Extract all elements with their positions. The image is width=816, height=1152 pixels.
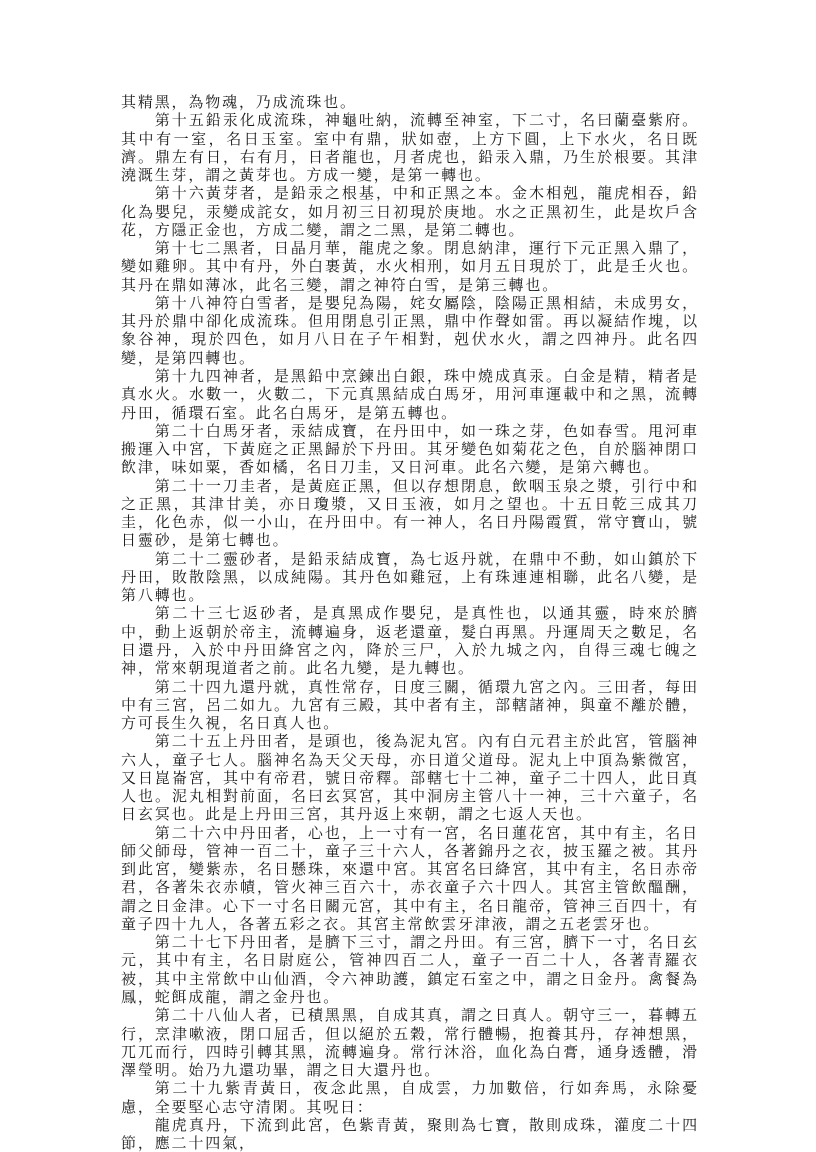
paragraph-24: 第二十四九還丹就，真性常存，日度三關，循環九宮之內。三田者，每田中有三宮，呂二如九。九宮有三殿，其中者有主，部轄諸神，與童不離於體，方可長生久視，名日真人也。 xyxy=(121,677,699,733)
paragraph-25: 第二十五上丹田者，是頭也，後為泥丸宮。內有白元君主於此宮，管腦神六人，童子七人。腦神名為天父天母，亦日道父道母。泥丸上中頂為紫微宮，又日崑崙宮，其中有帝君，號日帝釋。部轄七十二神，童子二十四人，此日真人也。泥丸相對前面，名曰玄冥宮，其中洞房主管八十一神，三十六童子，名日玄冥也。此是上丹田三宮，其丹返上來朝，謂之七返人天也。 xyxy=(121,732,699,824)
paragraph-20: 第二十白馬牙者，汞結成寶，在丹田中，如一珠之芽，色如春雪。甩河車搬運入中宮，下黃庭之正黑歸於下丹田。其牙變色如菊花之色，自於腦神閉口飲津，味如粟，香如橘，名日刀圭，又日河車。此名六變，是第六轉也。 xyxy=(121,421,699,477)
paragraph-15: 第十五鉛汞化成流珠，神龜吐納，流轉至神室，下二寸，名曰蘭臺紫府。其中有一室，名日玉室。室中有鼎，狀如壺，上方下圓，上下水火，名日既濟。鼎左有日，右有月，日者龍也，月者虎也，鉛汞入鼎，乃生於根要。其津澆溉生芽，謂之黃芽也。方成一變，是第一轉也。 xyxy=(121,111,699,185)
paragraph-continuation: 其精黑，為物魂，乃成流珠也。 xyxy=(121,93,357,111)
paragraph-26: 第二十六中丹田者，心也，上一寸有一宮，名日蓮花宮，其中有主，名日師父師母，管神一百二十，童子三十六人，各著錦丹之衣，披玉羅之被。其丹到此宮，變紫赤，名日懸珠，來還中宮。其宮名曰絳宮，其中有主，名日赤帝君，各著朱衣赤幘，管火神三百六十，赤衣童子六十四人。其宮主管飲醞酬，謂之日金津。心下一寸名日關元宮，其中有主，名日龍帝，管神三百四十，有童子四十九人，各著五彩之衣。其宮主常飲雲牙津液，謂之五老雲牙也。 xyxy=(121,823,699,933)
paragraph-27: 第二十七下丹田者，是臍下三寸，謂之丹田。有三宮，臍下一寸，名日玄元，其中有主，名日尉庭公，管神四百二人，童子一百二十人，各著青羅衣被，其中主常飲中山仙酒，令六神助護，鎮定石室之中，謂之日金丹。禽餐為鳳，蛇餌成龍，謂之金丹也。 xyxy=(121,933,699,1007)
paragraph-22: 第二十二靈砂者，是鉛汞結成寶，為七返丹就，在鼎中不動，如山鎮於下丹田，敗散陰黑，以成純陽。其丹色如雞冠，上有珠連連相聯，此名八變，是第八轉也。 xyxy=(121,549,699,605)
paragraph-16: 第十六黃芽者，是鉛汞之根基，中和正黑之本。金木相剋，龍虎相吞，鉛化為嬰兒，汞變成詫女，如月初三日初現於庚地。水之正黑初生，此是坎戶含花，方隱正金也，方成二變，謂之二黑，是第二轉也。 xyxy=(121,184,699,239)
paragraph-29: 第二十九紫青黃日，夜念此黑，自成雲，力加數倍，行如奔馬，永除憂慮，全要堅心志守清閑。其呪日： xyxy=(121,1079,699,1116)
paragraph-21: 第二十一刀圭者，是黃庭正黑，但以存想閉息，飲咽玉泉之漿，引行中和之正黑，其津甘美，亦日瓊漿，又日玉液，如月之望也。十五日乾三成其刀圭，化色赤，似一小山，在丹田中。有一神人，名日丹陽霞質，常守寶山，號日靈砂，是第七轉也。 xyxy=(121,476,699,550)
paragraph-23: 第二十三七返砂者，是真黑成作嬰兒，是真性也，以通其靈，時來於臍中，動上返朝於帝主，流轉遍身，返老還童，髮白再黑。丹運周天之數足，名日還丹，入於中丹田絳宮之內，降於三尸，入於九城之內，自得三魂七魄之神，常來朝現道者之前。此名九變，是九轉也。 xyxy=(121,604,699,678)
paragraph-17: 第十七二黑者，日晶月華，龍虎之象。閉息納津，運行下元正黑入鼎了，變如雞卵。其中有丹，外白裹黃，水火相刑，如月五日現於丁，此是壬火也。其丹在鼎如薄冰，此名三變，謂之神符白雪，是第三轉也。 xyxy=(121,239,699,294)
document-page xyxy=(121,93,699,1152)
paragraph-19: 第十九四神者，是黑鉛中烹鍊出白銀，珠中燒成真汞。白金是精，精者是真水火。水數一，火數二，下元真黑結成白馬牙，用河車運載中和之黑，流轉丹田，循環石室。此名白馬牙，是第五轉也。 xyxy=(121,366,699,422)
paragraph-incantation: 龍虎真丹，下流到此宮，色紫青黃，聚則為七寶，散則成珠，灌度二十四節，應二十四氣， xyxy=(121,1115,699,1152)
paragraph-18: 第十八神符白雪者，是嬰兒為陽，姹女屬陰，陰陽正黑相結，未成男女，其丹於鼎中卻化成流珠。但用閉息引正黑，鼎中作聲如雷。再以凝結作塊，以象谷神，現於四色，如月八日在子午相對，剋伏水火，謂之四神丹。此名四變，是第四轉也。 xyxy=(121,293,699,367)
paragraph-28: 第二十八仙人者，已積黑黑，自成其真，謂之日真人。朝守三一，暮轉五行，烹津嗽液，閉口屈舌，但以絕於五穀，常行體暢，抱養其丹，存神想黑，兀兀而行，四時引轉其黑，流轉遍身。常行沐浴，血化為白膏，通身透體，滑澤瑩明。始乃九還功畢，謂之日大還丹也。 xyxy=(121,1006,699,1080)
